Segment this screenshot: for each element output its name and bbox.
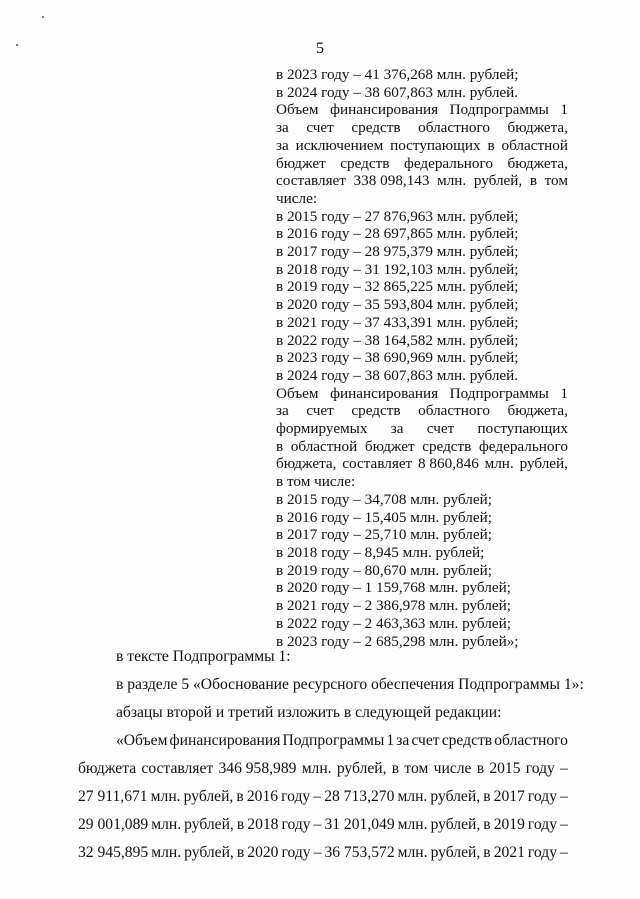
word: за [276, 402, 289, 420]
word: рублей, [184, 844, 234, 861]
word: 338 098,143 [353, 172, 430, 190]
justified-line [276, 455, 568, 473]
financing-column [276, 66, 568, 650]
word: в [483, 788, 491, 805]
word: рублей, [430, 844, 481, 861]
justified-line [276, 172, 568, 190]
justified-line [276, 119, 568, 137]
word: поступающих [390, 136, 481, 154]
word: бюджета, [507, 119, 568, 137]
word: бюджет [364, 437, 415, 455]
word: 2018 [247, 816, 279, 833]
word: федерального [478, 437, 568, 455]
word: 2020 [247, 844, 279, 861]
year-line: в 2022 году – 38 164,582 млн. рублей; [276, 331, 519, 349]
word: том [544, 172, 568, 190]
justified-line [116, 732, 568, 750]
word: 8 860,846 [418, 455, 479, 473]
word: финансирования [330, 384, 439, 402]
justified-line [276, 402, 568, 420]
word: 2017 [493, 788, 525, 805]
word: средств [441, 732, 493, 749]
word: бюджет [276, 154, 326, 172]
word: Подпрограммы [282, 732, 385, 749]
word: в [236, 844, 245, 861]
word: в [276, 437, 284, 455]
year-line: в 2023 году – 38 690,969 млн. рублей; [276, 349, 519, 367]
year-line: в 2019 году – 32 865,225 млн. рублей; [276, 278, 519, 296]
year-line: в 2020 году – 1 159,768 млн. рублей; [276, 579, 511, 597]
word: 27 911,671 [78, 788, 148, 805]
word: – [560, 844, 568, 861]
word: – [560, 788, 568, 805]
word: в [529, 172, 537, 190]
word: в [236, 788, 244, 805]
word: 36 753,572 [324, 844, 395, 861]
page-number: 5 [316, 40, 324, 57]
word: году [281, 816, 311, 833]
word: – [313, 844, 322, 861]
word: млн. [437, 172, 467, 190]
word: за [390, 420, 404, 438]
word: в [483, 816, 491, 833]
year-line: в 2020 году – 35 593,804 млн. рублей; [276, 296, 519, 314]
word: областного [418, 402, 490, 420]
word: числе [433, 760, 472, 777]
word: 1 [386, 732, 395, 749]
word: году [527, 816, 558, 833]
justified-line [276, 420, 568, 438]
word: средств [351, 119, 401, 137]
word: рублей, [519, 455, 568, 473]
word: поступающих [477, 420, 568, 438]
word: бюджета, [507, 402, 568, 420]
word: 28 713,270 [324, 788, 395, 805]
paragraph: в разделе 5 «Обоснование ресурсного обеспечения Подпрограммы 1»: [116, 676, 584, 693]
word: году [281, 844, 311, 861]
word: средств [351, 402, 401, 420]
year-line: в 2016 году – 15,405 млн. рублей; [276, 508, 492, 526]
word: счет [411, 732, 440, 749]
word: бюджета, [276, 455, 337, 473]
word: году [527, 844, 558, 861]
word: за [276, 136, 289, 154]
word: Объем [276, 101, 319, 119]
word: составляет [276, 172, 346, 190]
word: Подпрограммы [449, 101, 549, 119]
word: бюджета [78, 760, 137, 777]
word: рублей, [473, 172, 523, 190]
word: – [560, 760, 568, 777]
word: 2019 [493, 816, 525, 833]
justified-line [78, 844, 568, 862]
word: счет [306, 119, 334, 137]
justified-line [78, 816, 568, 834]
word: областного [494, 732, 568, 749]
word: счет [426, 420, 455, 438]
word: млн. [151, 816, 182, 833]
word: областной [501, 136, 568, 154]
word: составляет [141, 760, 214, 777]
word: рублей, [184, 816, 234, 833]
justified-line [276, 438, 568, 456]
year-line: в 2015 году – 27 876,963 млн. рублей; [276, 207, 519, 225]
year-line: в 2018 году – 8,945 млн. рублей; [276, 543, 485, 561]
word: 31 201,049 [324, 816, 395, 833]
word: областной [290, 437, 358, 455]
word: 346 958,989 [218, 760, 297, 777]
word: – [560, 816, 568, 833]
year-line: в 2021 году – 37 433,391 млн. рублей; [276, 313, 519, 331]
word: за [276, 119, 289, 137]
word: исключением [295, 136, 384, 154]
word: году [281, 788, 311, 805]
word: счет [306, 402, 334, 420]
word: 2021 [493, 844, 525, 861]
word: за [396, 732, 410, 749]
justified-line [78, 760, 568, 778]
word: 1 [560, 101, 568, 119]
justified-line [276, 385, 568, 403]
justified-line [276, 101, 568, 119]
word: 32 945,895 [78, 844, 149, 861]
year-line: в 2021 году – 2 386,978 млн. рублей; [276, 597, 511, 615]
word: млн. [484, 455, 514, 473]
scan-speck [42, 16, 44, 18]
word: млн. [397, 844, 428, 861]
word: млн. [397, 816, 428, 833]
year-line: в 2017 году – 25,710 млн. рублей; [276, 526, 492, 544]
word: федерального [403, 154, 493, 172]
year-line: в 2015 году – 34,708 млн. рублей; [276, 490, 492, 508]
justified-line [276, 137, 568, 155]
year-line: в 2022 году – 2 463,363 млн. рублей; [276, 614, 511, 632]
word: 1 [560, 384, 568, 402]
year-line: в 2018 году – 31 192,103 млн. рублей; [276, 260, 519, 278]
word: в [236, 816, 245, 833]
word: средств [340, 154, 390, 172]
word: – [313, 788, 322, 805]
word: областного [418, 119, 490, 137]
word: «Объем [116, 732, 168, 749]
justified-line [78, 788, 568, 806]
word: финансирования [330, 101, 439, 119]
word: млн. [150, 788, 181, 805]
word: формируемых [276, 420, 368, 438]
word: составляет [342, 455, 413, 473]
word: году [525, 760, 555, 777]
word: рублей, [430, 788, 481, 805]
word: рублей, [336, 760, 387, 777]
word: году [527, 788, 557, 805]
word: 2015 [489, 760, 521, 777]
year-line: в 2023 году – 2 685,298 млн. рублей»; [276, 632, 519, 650]
paragraph: абзацы второй и третий изложить в следующей редакции: [116, 704, 502, 721]
word: финансирования [169, 732, 281, 749]
word: Объем [276, 384, 319, 402]
word: том [404, 760, 429, 777]
justified-line [276, 155, 568, 173]
word: млн. [301, 760, 332, 777]
word: средств [422, 437, 472, 455]
word: в [487, 136, 495, 154]
year-line: в 2019 году – 80,670 млн. рублей; [276, 561, 492, 579]
paragraph: в тексте Подпрограммы 1: [116, 648, 291, 665]
year-line: в 2024 году – 38 607,863 млн. рублей. [276, 83, 519, 101]
word: рублей, [183, 788, 234, 805]
word: в [391, 760, 400, 777]
word: бюджета, [507, 154, 568, 172]
word: 29 001,089 [78, 816, 149, 833]
intro-last-line: в том числе: [276, 473, 356, 491]
word: Подпрограммы [449, 384, 549, 402]
word: – [313, 816, 322, 833]
word: млн. [397, 788, 428, 805]
year-line: в 2016 году – 28 697,865 млн. рублей; [276, 225, 519, 243]
intro-last-line: числе: [276, 189, 318, 207]
year-line: в 2023 году – 41 376,268 млн. рублей; [276, 66, 519, 83]
word: в [476, 760, 485, 777]
word: 2016 [246, 788, 279, 805]
year-line: в 2024 году – 38 607,863 млн. рублей. [276, 366, 519, 384]
year-line: в 2017 году – 28 975,379 млн. рублей; [276, 243, 519, 261]
word: в [483, 844, 491, 861]
word: рублей, [430, 816, 481, 833]
word: млн. [151, 844, 182, 861]
